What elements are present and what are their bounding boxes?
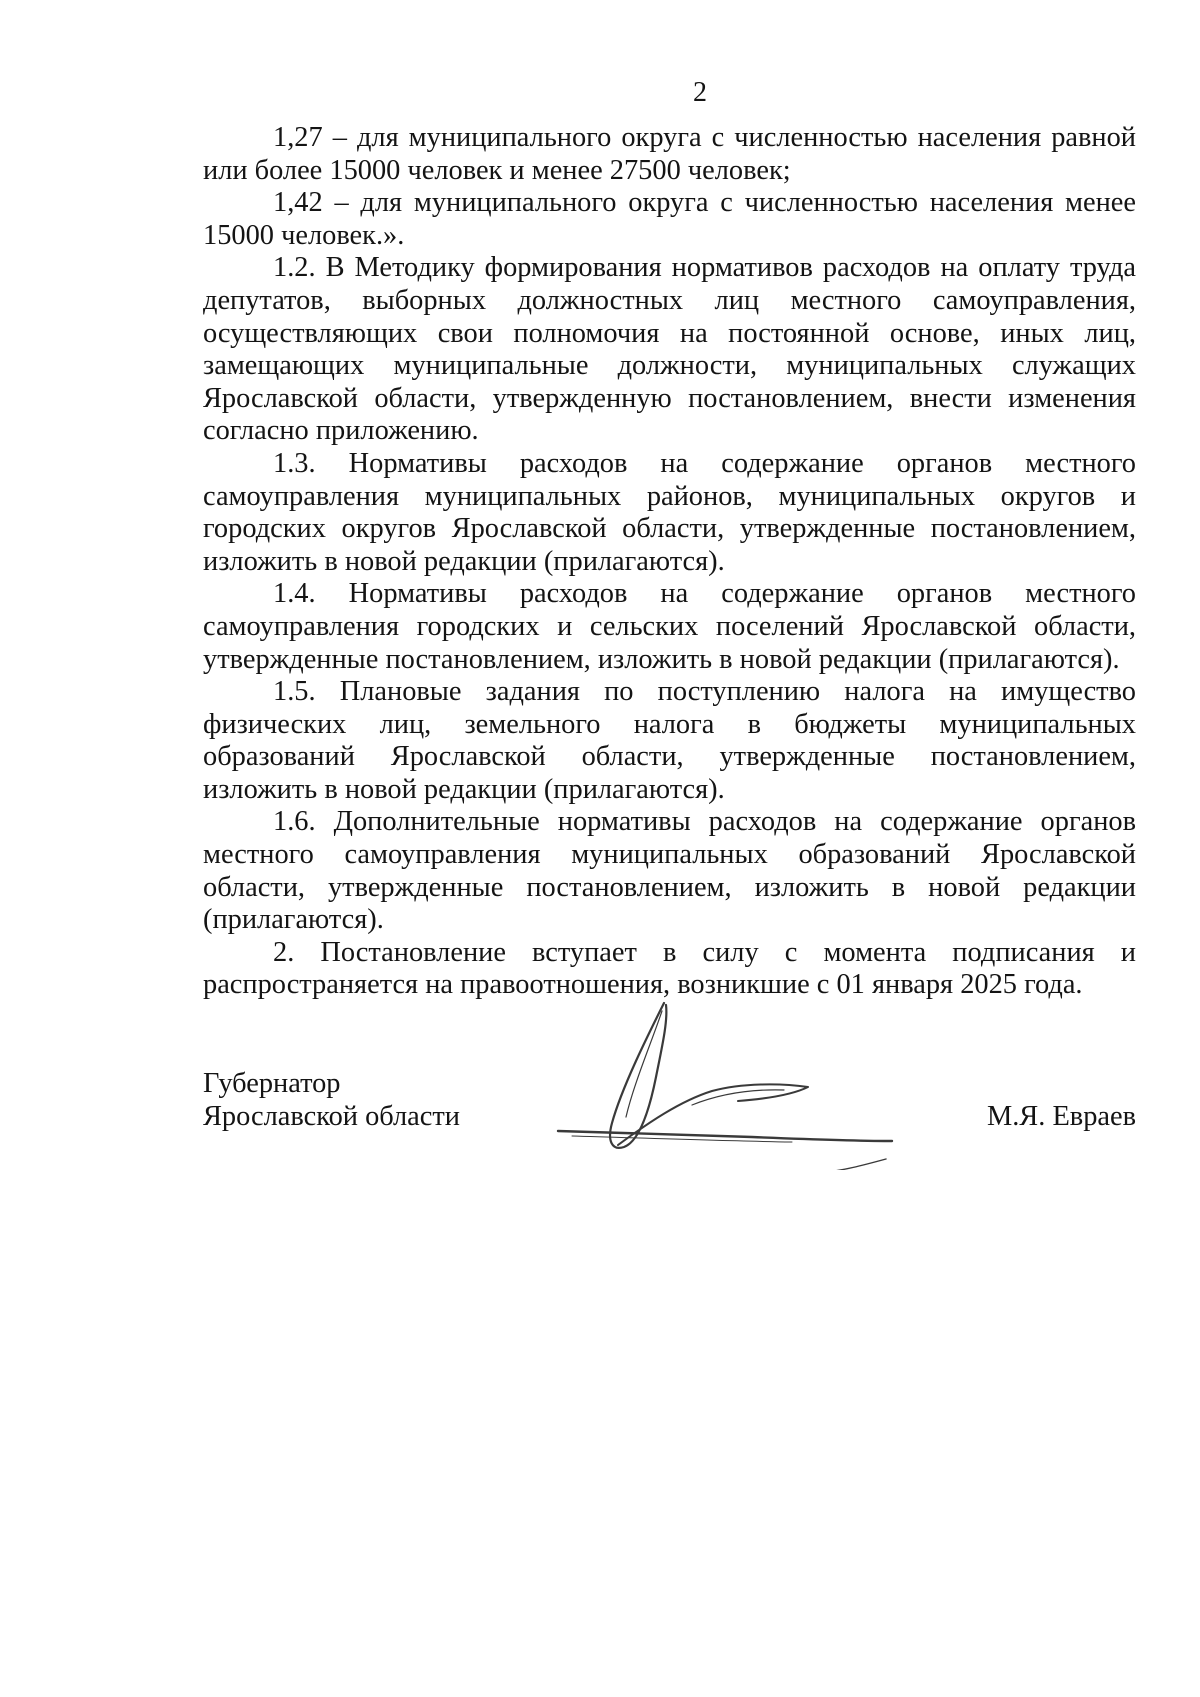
paragraph-1-4: 1.4. Нормативы расходов на содержание органов местного самоуправления городских и сельских поселений Ярославской области, утвержденные постановлением, изложить в новой редакции (прилагаются).	[203, 578, 1136, 675]
signer-name: М.Я. Евраев	[986, 1100, 1136, 1132]
signer-position	[203, 1068, 460, 1133]
paragraph-1-6: 1.6. Дополнительные нормативы расходов на содержание органов местного самоуправления муниципальных образований Ярославской области, утвержденные постановлением, изложить в новой редакции (прилагаются).	[203, 806, 1136, 936]
paragraph-coefficient-1-42: 1,42 – для муниципального округа с численностью населения менее 15000 человек.».	[203, 187, 1136, 251]
handwritten-signature-icon	[552, 995, 922, 1170]
signer-position-line2: Ярославской области	[203, 1100, 460, 1132]
paragraph-2: 2. Постановление вступает в силу с момента подписания и распространяется на правоотношения, возникшие с 01 января 2025 года.	[203, 936, 1136, 1001]
page-number: 2	[693, 77, 707, 108]
signer-position-line1: Губернатор	[203, 1068, 341, 1099]
paragraph-1-3: 1.3. Нормативы расходов на содержание органов местного самоуправления муниципальных районов, муниципальных округов и городских округов Ярославской области, утвержденные постановлением, изложить в новой редакции (прилагаются).	[203, 447, 1136, 577]
paragraph-coefficient-1-27: 1,27 – для муниципального округа с численностью населения равной или более 15000 человек и менее 27500 человек;	[203, 122, 1136, 186]
paragraph-1-2: 1.2. В Методику формирования нормативов расходов на оплату труда депутатов, выборных должностных лиц местного самоуправления, осуществляющих свои полномочия на постоянной основе, иных лиц, замещающих муниципальные должности, муниципальных служащих Ярославской области, утвержденную постановлением, внести изменения согласно приложению.	[203, 252, 1136, 447]
document-body	[203, 122, 1136, 1002]
paragraph-1-5: 1.5. Плановые задания по поступлению налога на имущество физических лиц, земельного налога в бюджеты муниципальных образований Ярославской области, утвержденные постановлением, изложить в новой редакции (прилагаются).	[203, 676, 1136, 805]
